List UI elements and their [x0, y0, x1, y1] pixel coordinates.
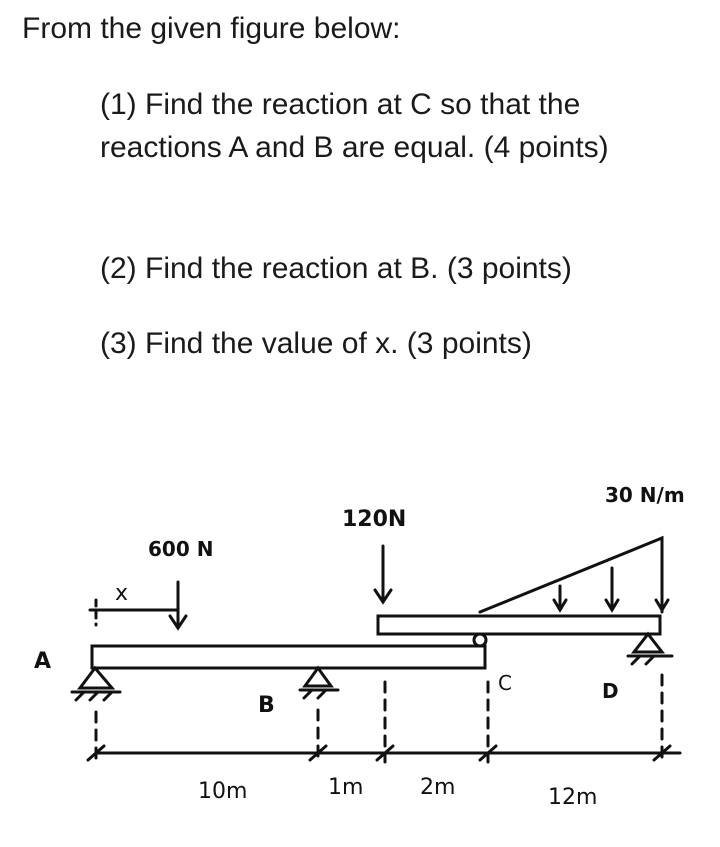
- label-2m: 2m: [420, 775, 456, 800]
- label-b: B: [258, 693, 275, 718]
- hinge-c: [474, 634, 486, 646]
- load-120-arrow: [375, 546, 391, 602]
- question-1: (1) Find the reaction at C so that the reactions A and B are equal. (4 points): [100, 88, 609, 164]
- label-30nm: 30 N/m: [605, 483, 685, 507]
- upper-beam: [378, 616, 660, 634]
- label-600n: 600 N: [148, 537, 214, 561]
- label-d: D: [602, 679, 619, 703]
- question-3: (3) Find the value of x. (3 points): [100, 327, 532, 360]
- distributed-load: [480, 538, 668, 612]
- x-dimension: [90, 600, 178, 625]
- intro-text: From the given figure below:: [22, 12, 401, 45]
- lower-beam: [92, 646, 485, 668]
- label-c: C: [498, 671, 512, 695]
- beam-figure: [0, 450, 720, 847]
- support-b: [300, 668, 338, 698]
- label-120n: 120N: [342, 507, 407, 532]
- label-10m: 10m: [198, 779, 248, 804]
- load-600-arrow: [170, 582, 186, 628]
- label-12m: 12m: [548, 785, 598, 810]
- label-1m: 1m: [328, 775, 364, 800]
- support-d: [628, 634, 672, 664]
- support-a: [72, 668, 120, 700]
- dimension-line: [88, 675, 680, 762]
- label-x: x: [115, 581, 129, 606]
- question-2: (2) Find the reaction at B. (3 points): [100, 252, 572, 285]
- label-a: A: [34, 649, 52, 674]
